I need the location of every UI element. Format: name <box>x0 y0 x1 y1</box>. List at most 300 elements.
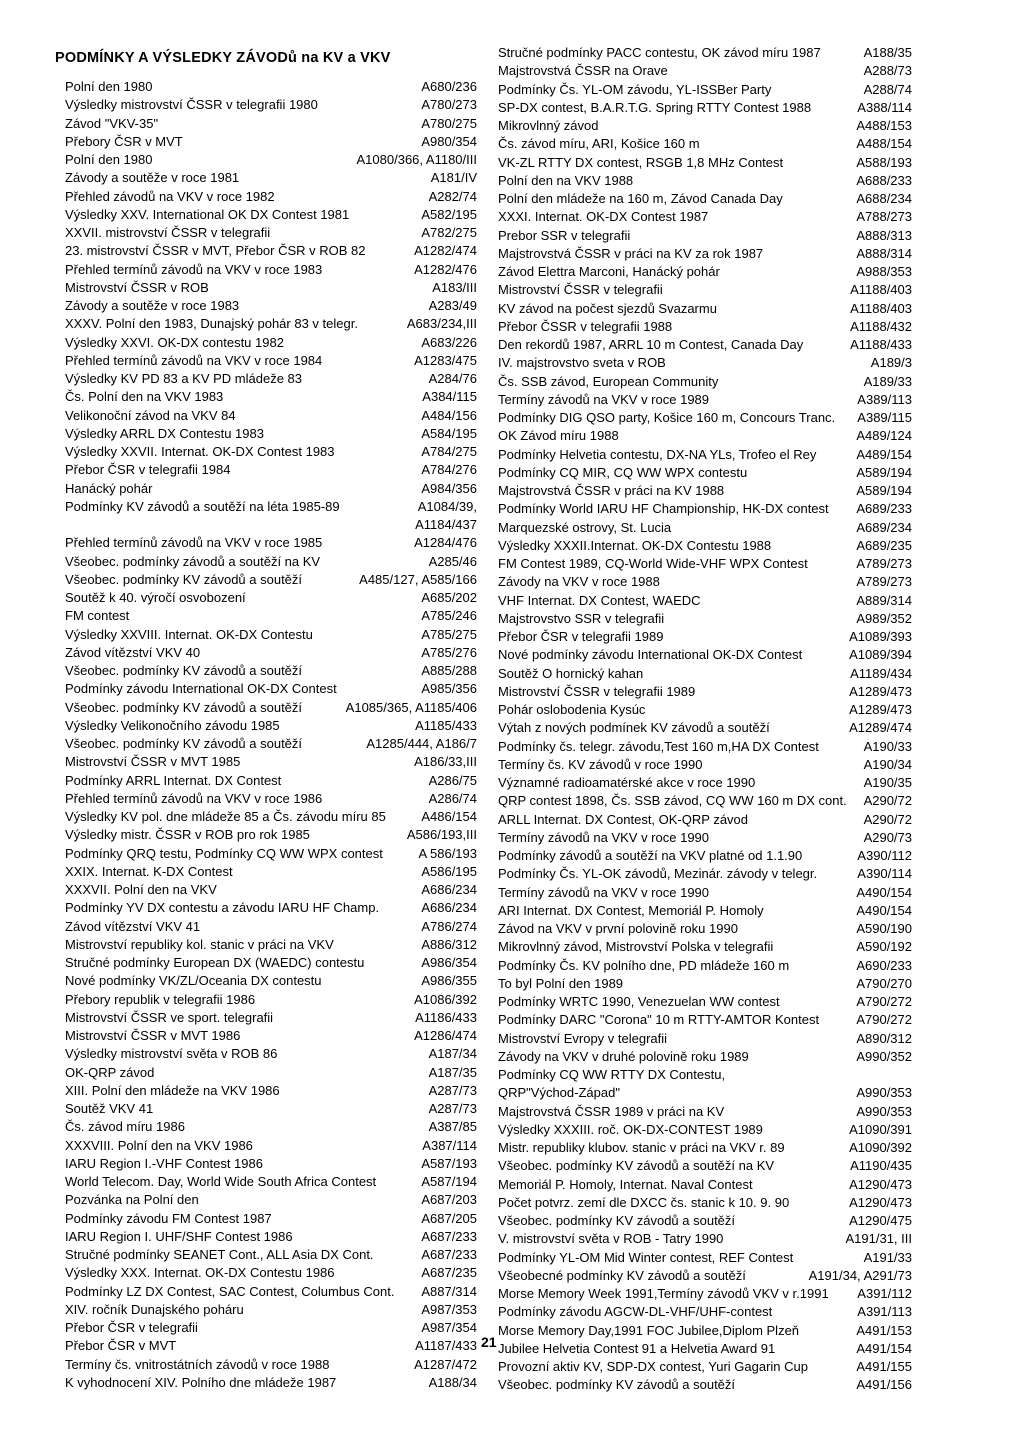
index-entry <box>65 717 477 735</box>
index-entry <box>65 1246 477 1264</box>
index-entry <box>498 555 912 573</box>
index-entry <box>498 281 912 299</box>
index-entry <box>65 845 477 863</box>
index-entry <box>498 427 912 445</box>
entry-reference: A 586/193 <box>418 845 477 861</box>
entry-title: Morse Memory Day,1991 FOC Jubilee,Diplom Plzeň <box>498 1322 800 1338</box>
entry-reference: A190/35 <box>863 775 912 790</box>
index-entry <box>65 169 477 187</box>
entry-title: V. mistrovství světa v ROB - Tatry 1990 <box>498 1231 724 1247</box>
entry-reference: A790/272 <box>856 994 912 1009</box>
entry-title: Všeobec. podmínky KV závodů a soutěží <box>65 571 303 587</box>
entry-reference: A1189/434 <box>850 665 912 681</box>
index-entry <box>498 245 912 263</box>
entry-reference: A489/154 <box>856 446 912 462</box>
entry-title: Podmínky LZ DX Contest, SAC Contest, Columbus Cont. <box>65 1283 395 1299</box>
entry-reference: A890/312 <box>856 1030 912 1046</box>
entry-title: Výsledky mistr. ČSSR v ROB pro rok 1985 <box>65 827 310 843</box>
page-number: 21 <box>481 1334 497 1350</box>
entry-title: ARI Internat. DX Contest, Memoriál P. Homoly <box>498 902 764 918</box>
entry-title: Přebor ČSSR v telegrafii 1988 <box>498 318 673 334</box>
entry-reference: A888/313 <box>856 227 912 243</box>
entry-title: Všeobec. podmínky KV závodů a soutěží <box>498 1377 736 1393</box>
entry-title: Pohár oslobodenia Kysúc <box>498 702 646 717</box>
entry-reference: A491/155 <box>856 1359 912 1374</box>
entry-reference: A189/33 <box>863 373 912 389</box>
entry-reference: A290/72 <box>863 811 912 827</box>
entry-reference: A986/354 <box>421 955 477 970</box>
entry-title: Výsledky XXVII. Internat. OK-DX Contest 1983 <box>65 444 335 459</box>
entry-reference: A387/114 <box>422 1137 477 1153</box>
entry-reference: A290/72 <box>863 793 912 809</box>
entry-title: Velikonoční závod na VKV 84 <box>65 407 236 423</box>
entry-title: Soutěž k 40. výročí osvobození <box>65 590 246 605</box>
index-entry <box>498 1157 912 1175</box>
index-entry <box>498 44 912 62</box>
index-entry <box>498 537 912 555</box>
index-entry <box>498 1376 912 1394</box>
entry-reference: A1084/39, <box>417 498 477 514</box>
entry-reference: A287/73 <box>428 1082 477 1098</box>
entry-reference: A789/273 <box>856 556 912 571</box>
entry-title: IARU Region I.-VHF Contest 1986 <box>65 1155 263 1171</box>
index-entry <box>65 334 477 352</box>
index-entry <box>65 1173 477 1191</box>
entry-title: Přebory ČSR v MVT <box>65 133 183 149</box>
entry-reference: A187/34 <box>428 1046 477 1062</box>
entry-reference: A188/35 <box>863 45 912 60</box>
entry-reference: A1190/435 <box>850 1158 912 1174</box>
entry-reference: A1187/433 <box>415 1338 477 1354</box>
entry-reference: A1286/474 <box>414 1028 477 1043</box>
entry-reference: A387/85 <box>428 1119 477 1135</box>
entry-title: Podmínky WRTC 1990, Venezuelan WW contest <box>498 994 780 1009</box>
entry-title: Počet potvrz. zemí dle DXCC čs. stanic k 10. 9. 90 <box>498 1194 790 1210</box>
index-entry <box>498 938 912 956</box>
index-entry <box>65 808 477 826</box>
index-entry <box>65 224 477 242</box>
entry-reference: A780/273 <box>421 97 477 113</box>
index-entry <box>498 756 912 774</box>
index-entry <box>65 516 477 534</box>
index-entry <box>65 407 477 425</box>
entry-title: Výtah z nových podmínek KV závodů a soutěží <box>498 720 770 736</box>
index-entry <box>65 242 477 260</box>
entry-title: Čs. závod míru, ARI, Košice 160 m <box>498 136 700 152</box>
index-entry <box>65 297 477 315</box>
entry-title: Výsledky KV pol. dne mládeže 85 a Čs. závodu míru 85 <box>65 809 386 824</box>
entry-reference: A780/275 <box>421 115 477 131</box>
entry-title: Přehled termínů závodů na VKV v roce 1984 <box>65 352 323 368</box>
index-entry <box>65 261 477 279</box>
entry-reference: A688/234 <box>856 191 912 206</box>
index-entry <box>498 774 912 792</box>
entry-title: Majstrovstvá ČSSR na Orave <box>498 63 668 79</box>
entry-title: Marquezské ostrovy, St. Lucia <box>498 519 672 535</box>
entry-reference: A1089/394 <box>849 647 912 663</box>
entry-reference: A286/75 <box>428 772 477 788</box>
index-entry <box>65 553 477 571</box>
index-entry <box>498 738 912 756</box>
entry-reference: A284/76 <box>428 371 477 386</box>
entry-title: Termíny čs. KV závodů v roce 1990 <box>498 756 703 772</box>
index-entry <box>498 62 912 80</box>
entry-title: Přebor ČSR v telegrafii 1984 <box>65 462 231 478</box>
index-entry <box>65 352 477 370</box>
entry-title: Podmínky World IARU HF Championship, HK-DX contest <box>498 501 829 517</box>
entry-reference: A485/127, A585/166 <box>359 571 477 587</box>
entry-title: Majstrovstvo SSR v telegrafii <box>498 610 665 626</box>
entry-reference: A782/275 <box>421 225 477 240</box>
entry-reference: A680/236 <box>421 79 477 94</box>
entry-reference: A683/226 <box>421 334 477 350</box>
entry-reference: A491/154 <box>856 1340 912 1356</box>
entry-title: Mistrovství Evropy v telegrafii <box>498 1030 668 1046</box>
index-entry <box>65 1374 477 1392</box>
entry-reference: A988/353 <box>856 264 912 279</box>
entry-title: Podmínky DARC "Corona" 10 m RTTY-AMTOR Kontest <box>498 1012 820 1028</box>
entry-title: Podmínky CQ WW RTTY DX Contestu, <box>498 1067 726 1082</box>
index-entry <box>498 975 912 993</box>
index-entry <box>498 135 912 153</box>
entry-title: Mistrovství ČSSR ve sport. telegrafii <box>65 1009 274 1025</box>
entry-title: Mistrovství ČSSR v telegrafii 1989 <box>498 683 696 699</box>
entry-title: XIII. Polní den mládeže na VKV 1986 <box>65 1082 280 1098</box>
entry-reference: A1290/473 <box>849 1194 912 1210</box>
entry-title: Výsledky KV PD 83 a KV PD mládeže 83 <box>65 371 303 386</box>
entry-reference: A490/154 <box>856 902 912 918</box>
entry-title: Pozvánka na Polní den <box>65 1192 199 1208</box>
index-entry <box>65 1009 477 1027</box>
index-entry <box>498 1285 912 1303</box>
entry-reference: A1289/474 <box>849 720 912 736</box>
index-entry <box>65 881 477 899</box>
entry-reference: A1282/474 <box>414 243 477 259</box>
index-entry <box>498 464 912 482</box>
entry-title: Závody na VKV v druhé polovině roku 1989 <box>498 1048 749 1064</box>
entry-reference: A588/193 <box>856 154 912 170</box>
entry-title: XXXI. Internat. OK-DX Contest 1987 <box>498 209 709 225</box>
entry-reference: A190/33 <box>863 738 912 754</box>
entry-title: Den rekordů 1987, ARRL 10 m Contest, Canada Day <box>498 337 804 352</box>
index-entry <box>65 753 477 771</box>
entry-reference: A389/113 <box>857 391 912 407</box>
entry-title: OK Závod míru 1988 <box>498 428 619 444</box>
entry-reference: A586/195 <box>421 863 477 879</box>
index-entry <box>498 573 912 591</box>
entry-title: Čs. závod míru 1986 <box>65 1119 185 1135</box>
index-entry <box>65 1356 477 1374</box>
entry-title: Morse Memory Week 1991,Termíny závodů VKV v r.1991 <box>498 1286 829 1301</box>
entry-reference: A1290/475 <box>849 1213 912 1228</box>
index-entry <box>65 826 477 844</box>
entry-reference: A789/273 <box>856 574 912 590</box>
entry-title: XXXV. Polní den 1983, Dunajský pohár 83 v telegr. <box>65 316 358 332</box>
entry-reference: A491/153 <box>856 1322 912 1338</box>
entry-title: Přebory republik v telegrafii 1986 <box>65 991 256 1007</box>
entry-title: Podmínky Čs. KV polního dne, PD mládeže 160 m <box>498 957 790 973</box>
index-entry <box>498 1340 912 1358</box>
entry-title: Majstrovstvá ČSSR 1989 v práci na KV <box>498 1103 725 1119</box>
index-entry <box>65 370 477 388</box>
index-entry <box>65 425 477 443</box>
entry-title: QRP"Východ-Západ" <box>498 1085 620 1101</box>
entry-reference: A183/III <box>432 279 477 295</box>
entry-reference: A1188/403 <box>850 300 912 316</box>
entry-title: XXVII. mistrovství ČSSR v telegrafii <box>65 225 271 240</box>
entry-reference: A1085/365, A1185/406 <box>345 699 477 715</box>
entry-title: Hanácký pohár <box>65 480 153 496</box>
entry-reference: A582/195 <box>421 206 477 222</box>
entry-reference: A189/3 <box>870 355 912 371</box>
index-entry <box>498 117 912 135</box>
index-entry <box>498 1084 912 1102</box>
entry-reference: A687/235 <box>421 1265 477 1281</box>
entry-title: Podmínky závodu FM Contest 1987 <box>65 1210 272 1226</box>
entry-reference: A488/153 <box>856 118 912 133</box>
entry-title: Čs. Polní den na VKV 1983 <box>65 389 224 405</box>
entry-title: Výsledky mistrovství ČSSR v telegrafii 1980 <box>65 97 318 113</box>
entry-title: Termíny závodů na VKV v roce 1989 <box>498 391 710 407</box>
index-entry <box>65 1027 477 1045</box>
entry-reference: A1090/392 <box>849 1140 912 1155</box>
index-entry <box>65 972 477 990</box>
entry-title: QRP contest 1898, Čs. SSB závod, CQ WW 160 m DX cont. <box>498 793 847 809</box>
entry-reference: A191/34, A291/73 <box>808 1267 912 1283</box>
entry-reference: A1289/473 <box>849 683 912 699</box>
entry-reference: A887/314 <box>421 1283 477 1299</box>
entry-reference: A1185/433 <box>415 717 477 733</box>
index-entry <box>498 665 912 683</box>
index-entry <box>498 1267 912 1285</box>
entry-title: Podmínky CQ MIR, CQ WW WPX contestu <box>498 464 748 480</box>
entry-reference: A990/353 <box>856 1103 912 1119</box>
entry-title: Výsledky ARRL DX Contestu 1983 <box>65 425 264 441</box>
entry-title: Všeobec. podmínky KV závodů a soutěží <box>65 663 303 678</box>
entry-reference: A590/192 <box>856 939 912 955</box>
entry-reference: A1080/366, A1180/III <box>356 152 477 167</box>
index-entry <box>65 315 477 333</box>
entry-title: Přebor ČSR v telegrafii 1989 <box>498 629 664 644</box>
index-entry <box>65 534 477 552</box>
entry-title: SP-DX contest, B.A.R.T.G. Spring RTTY Contest 1988 <box>498 99 812 115</box>
index-entry <box>65 680 477 698</box>
entry-title: Závod na VKV v první polovině roku 1990 <box>498 921 738 936</box>
index-entry <box>498 1249 912 1267</box>
entry-title: Podmínky YV DX contestu a závodu IARU HF Champ. <box>65 900 380 916</box>
entry-reference: A685/202 <box>421 590 477 605</box>
entry-title: KV závod na počest sjezdů Svazarmu <box>498 300 717 316</box>
entry-title: Čs. SSB závod, European Community <box>498 373 719 389</box>
index-entry <box>498 811 912 829</box>
index-entry <box>498 1139 912 1157</box>
entry-reference: A1188/433 <box>850 337 912 352</box>
entry-title: IARU Region I. UHF/SHF Contest 1986 <box>65 1228 293 1244</box>
index-entry <box>65 388 477 406</box>
entry-reference: A1188/403 <box>850 282 912 298</box>
page-title: PODMÍNKY A VÝSLEDKY ZÁVODů na KV a VKV <box>55 50 391 66</box>
entry-reference: A788/273 <box>856 209 912 225</box>
entry-title: OK-QRP závod <box>65 1064 155 1080</box>
right-column-index <box>498 44 912 1395</box>
entry-reference: A1184/437 <box>415 517 477 532</box>
index-entry <box>498 154 912 172</box>
entry-title: Výsledky XXVIII. Internat. OK-DX Contestu <box>65 626 313 642</box>
entry-reference: A785/246 <box>421 608 477 624</box>
index-entry <box>498 1121 912 1139</box>
index-entry <box>498 592 912 610</box>
index-entry <box>498 1230 912 1248</box>
entry-reference: A586/193,III <box>406 827 477 843</box>
entry-reference: A687/233 <box>421 1228 477 1244</box>
entry-reference: A288/73 <box>863 63 912 79</box>
index-entry <box>65 790 477 808</box>
index-entry <box>65 954 477 972</box>
entry-reference: A287/73 <box>428 1101 477 1116</box>
entry-title: Všeobec. podmínky závodů a soutěží na KV <box>65 553 321 569</box>
index-entry <box>65 1100 477 1118</box>
entry-title: Termíny závodů na VKV v roce 1990 <box>498 884 710 900</box>
entry-reference: A181/IV <box>430 170 477 186</box>
entry-title: Nové podmínky VK/ZL/Oceania DX contestu <box>65 973 322 989</box>
entry-reference: A888/314 <box>856 245 912 261</box>
entry-title: Polní den 1980 <box>65 79 153 94</box>
index-entry <box>65 78 477 96</box>
entry-title: Stručné podmínky SEANET Cont., ALL Asia DX Cont. <box>65 1247 374 1262</box>
entry-reference: A683/234,III <box>406 316 477 332</box>
entry-title: Memoriál P. Homoly, Internat. Naval Contest <box>498 1176 753 1192</box>
entry-reference: A785/276 <box>421 644 477 660</box>
entry-title: Výsledky XXV. International OK DX Contest 1981 <box>65 206 350 222</box>
index-entry <box>498 884 912 902</box>
entry-title: Přehled termínů závodů na VKV v roce 1986 <box>65 790 323 806</box>
index-entry <box>498 993 912 1011</box>
index-entry <box>498 1303 912 1321</box>
index-entry <box>498 719 912 737</box>
entry-reference: A986/355 <box>421 973 477 989</box>
entry-reference: A688/233 <box>856 172 912 188</box>
index-entry <box>498 446 912 464</box>
entry-reference: A690/233 <box>856 957 912 973</box>
entry-title: Závod "VKV-35" <box>65 115 159 131</box>
index-entry <box>498 920 912 938</box>
index-entry <box>65 863 477 881</box>
index-entry <box>65 461 477 479</box>
index-entry <box>65 735 477 753</box>
entry-reference: A984/356 <box>421 480 477 496</box>
index-entry <box>498 300 912 318</box>
index-entry <box>65 644 477 662</box>
entry-reference: A784/275 <box>421 444 477 459</box>
index-entry <box>65 1137 477 1155</box>
entry-reference: A587/193 <box>421 1155 477 1171</box>
entry-reference: A886/312 <box>421 936 477 952</box>
index-entry <box>498 1103 912 1121</box>
index-entry <box>65 1064 477 1082</box>
entry-reference: A687/205 <box>421 1210 477 1226</box>
index-entry <box>498 1066 912 1084</box>
index-entry <box>65 991 477 1009</box>
entry-reference: A784/276 <box>421 462 477 478</box>
entry-title: Výsledky Velikonočního závodu 1985 <box>65 717 280 733</box>
entry-title: 23. mistrovství ČSSR v MVT, Přebor ČSR v ROB 82 <box>65 243 366 259</box>
index-entry <box>65 151 477 169</box>
index-entry <box>65 498 477 516</box>
entry-title: ARLL Internat. DX Contest, OK-QRP závod <box>498 811 749 827</box>
entry-reference: A589/194 <box>856 464 912 480</box>
index-entry <box>498 1212 912 1230</box>
index-entry <box>498 318 912 336</box>
entry-reference: A1289/473 <box>849 702 912 717</box>
index-entry <box>65 1210 477 1228</box>
index-entry <box>65 188 477 206</box>
index-entry <box>65 1264 477 1282</box>
entry-reference: A990/353 <box>856 1085 912 1101</box>
index-entry <box>65 1283 477 1301</box>
index-entry <box>498 610 912 628</box>
index-entry <box>498 683 912 701</box>
entry-title: Provozní aktiv KV, SDP-DX contest, Yuri Gagarin Cup <box>498 1359 808 1374</box>
index-entry <box>498 354 912 372</box>
index-entry <box>498 263 912 281</box>
entry-title: Podmínky čs. telegr. závodu,Test 160 m,HA DX Contest <box>498 738 819 754</box>
index-entry <box>498 902 912 920</box>
index-entry <box>65 1118 477 1136</box>
entry-title: World Telecom. Day, World Wide South Africa Contest <box>65 1174 377 1189</box>
entry-title: Významné radioamatérské akce v roce 1990 <box>498 775 756 790</box>
entry-title: Podmínky Helvetia contestu, DX-NA YLs, Trofeo el Rey <box>498 446 817 462</box>
index-entry <box>498 701 912 719</box>
left-column-index <box>65 78 477 1392</box>
index-entry <box>498 1176 912 1194</box>
index-entry <box>498 1011 912 1029</box>
entry-title: Závod Elettra Marconi, Hanácký pohár <box>498 264 720 279</box>
entry-reference: A283/49 <box>428 298 477 313</box>
index-entry <box>65 1319 477 1337</box>
entry-reference: A1287/472 <box>414 1356 477 1372</box>
index-entry <box>498 208 912 226</box>
index-entry <box>498 792 912 810</box>
entry-title: Termíny závodů na VKV v roce 1990 <box>498 829 710 845</box>
index-entry <box>65 626 477 644</box>
index-entry <box>65 571 477 589</box>
entry-reference: A686/234 <box>421 882 477 897</box>
index-entry <box>498 482 912 500</box>
index-entry <box>65 899 477 917</box>
entry-title: Závody a soutěže v roce 1981 <box>65 170 240 186</box>
entry-title: Majstrovstvá ČSSR v práci na KV 1988 <box>498 483 725 498</box>
entry-title: Přebor ČSR v telegrafii <box>65 1320 198 1335</box>
index-entry <box>498 847 912 865</box>
entry-reference: A191/33 <box>863 1249 912 1265</box>
entry-reference: A488/154 <box>856 136 912 152</box>
entry-reference: A889/314 <box>856 592 912 608</box>
index-entry <box>498 1048 912 1066</box>
entry-reference: A1089/393 <box>849 629 912 644</box>
index-entry <box>65 443 477 461</box>
entry-title: Výsledky XXVI. OK-DX contestu 1982 <box>65 334 284 350</box>
entry-reference: A282/74 <box>428 188 477 204</box>
entry-reference: A191/31, III <box>845 1231 912 1247</box>
entry-title: Podmínky YL-OM Mid Winter contest, REF Contest <box>498 1249 794 1265</box>
index-entry <box>498 391 912 409</box>
index-entry <box>65 662 477 680</box>
entry-title: Závod vítězství VKV 41 <box>65 918 201 934</box>
entry-reference: A390/114 <box>857 866 912 882</box>
entry-title: Stručné podmínky PACC contestu, OK závod míru 1987 <box>498 45 821 60</box>
index-entry <box>498 227 912 245</box>
entry-title: FM contest <box>65 608 130 624</box>
